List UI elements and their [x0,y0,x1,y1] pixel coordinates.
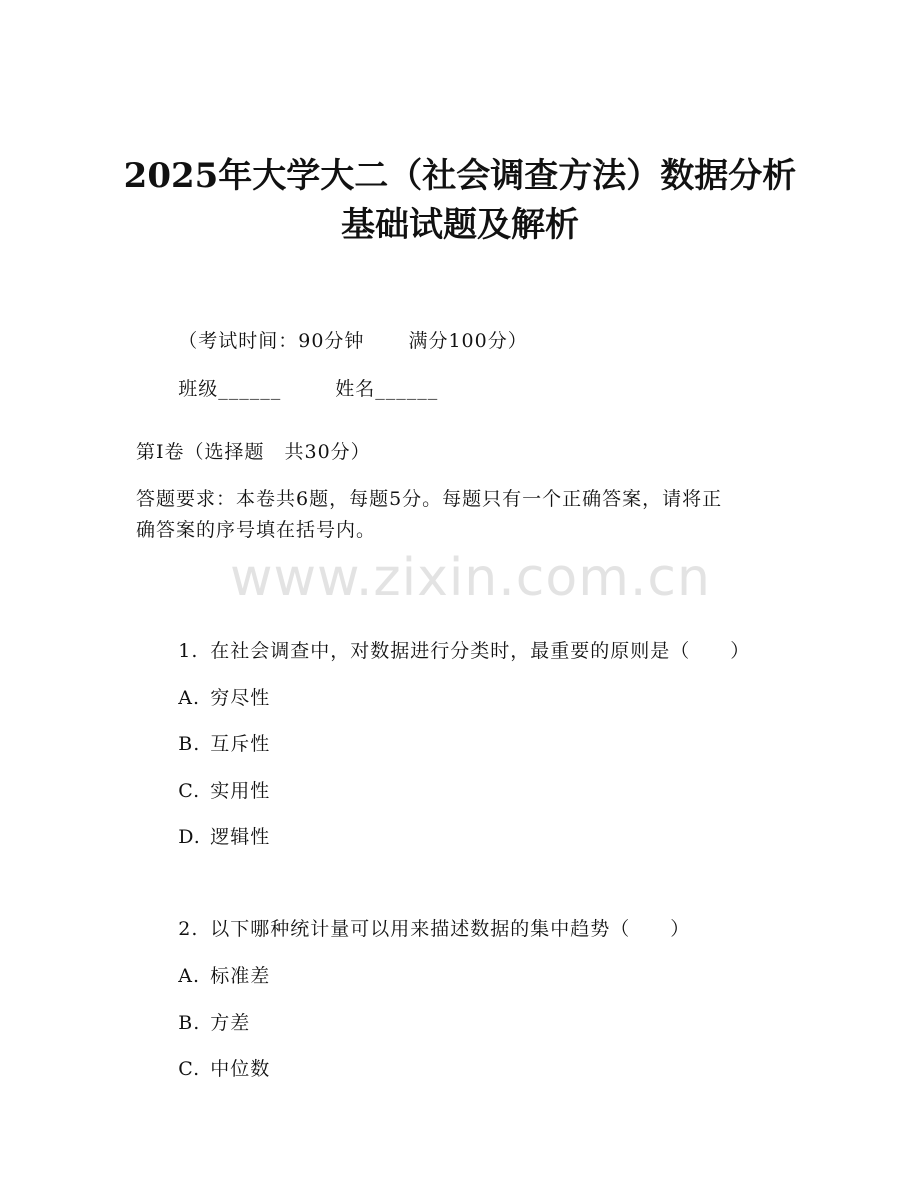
option-text: 逻辑性 [210,826,271,848]
option-letter: D. [178,826,201,848]
question-1-option-d [136,795,270,879]
question-text: 在社会调查中，对数据进行分类时，最重要的原则是（ ） [210,640,751,662]
option-text: 穷尽性 [210,687,271,709]
option-text: 标准差 [210,965,271,987]
student-fields [136,347,438,431]
option-text: 方差 [210,1012,251,1034]
option-text: 实用性 [210,780,271,802]
option-letter: B. [178,1012,201,1034]
instructions-line1: 答题要求：本卷共6题，每题5分。每题只有一个正确答案，请将正 [136,488,723,510]
option-text: 互斥性 [210,733,271,755]
exam-score: 满分100分） [408,330,528,352]
option-letter: C. [178,1058,201,1080]
exam-time: （考试时间：90分钟 [178,330,365,352]
option-letter: A. [178,687,201,709]
question-number: 1. [178,640,199,662]
question-text: 以下哪种统计量可以用来描述数据的集中趋势（ ） [210,918,691,940]
document-title-line1: 2025年大学大二（社会调查方法）数据分析 [123,156,797,196]
option-letter: B. [178,733,201,755]
name-field: 姓名______ [335,378,439,400]
option-letter: C. [178,780,201,802]
class-field: 班级______ [178,378,282,400]
question-2-option-c [136,1027,270,1111]
watermark: www.zixin.com.cn [230,548,711,608]
instructions-line2: 确答案的序号填在括号内。 [136,519,377,541]
option-letter: A. [178,965,201,987]
option-text: 中位数 [210,1058,271,1080]
document-title-line2: 基础试题及解析 [341,205,579,245]
question-number: 2. [178,918,199,940]
section-header: 第I卷（选择题 共30分） [136,441,371,463]
